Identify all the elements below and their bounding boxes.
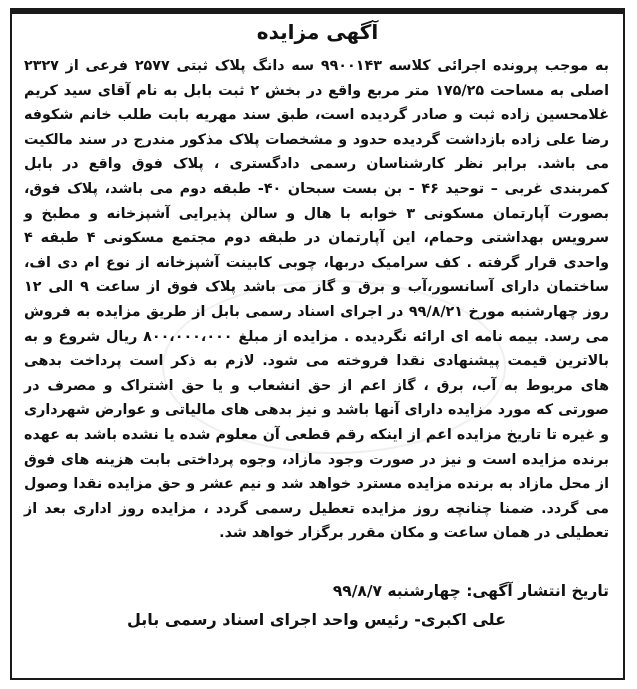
top-rule	[12, 10, 623, 14]
publish-date: تاریخ انتشار آگهی: چهارشنبه ۹۹/۸/۷	[332, 582, 609, 600]
notice-body: به موجب پرونده اجرائی کلاسه ۹۹۰۰۱۴۳ سه دانگ پلاک ثبتی ۲۵۷۷ فرعی از ۲۳۲۷ اصلی به مساحت ۱۷۵/۲۵ متر مربع واقع در بخش ۲ ثبت بابل به نام آقای سید کریم غلامحسین زاده ثبت و صادر گردیده است، طبق سند مهریه بابت طلب خانم شکوفه رضا علی زاده بازداشت گردیده حدود و مشخصات پلاک مذکور مندرج در سند مالکیت می باشد. برابر نظر کارشناسان رسمی دادگستری ، پلاک فوق واقع در بابل کمربندی غربی – توحید ۴۶ - بن بست سبحان ۴۰- طبقه دوم می باشد، پلاک فوق، بصورت آپارتمان مسکونی ۳ خوابه با هال و سالن پذیرایی آشپزخانه و مطبخ و سرویس بهداشتی وحمام، این آپارتمان در طبقه دوم مجتمع مسکونی ۴ طبقه ۴ واحدی قرار گرفته . کف سرامیک دربها، چوبی کابینت آشپزخانه از نوع ام دی اف، ساختمان دارای آسانسور،آب و برق و گاز می باشد پلاک فوق از ساعت ۹ الی ۱۲ روز چهارشنبه مورخ ۹۹/۸/۲۱ در اجرای اسناد رسمی بابل از طریق مزایده به فروش می رسد. بیمه نامه ای ارائه نگردیده . مزایده از مبلغ ۸۰۰،۰۰۰،۰۰۰ ریال شروع و به بالاترین قیمت پیشنهادی نقدا فروخته می شود. لازم به ذکر است پرداخت بدهی های مربوط به آب، برق ، گاز اعم از حق انشعاب و یا حق اشتراک و مصرف در صورتی که مورد مزایده دارای آنها باشد و نیز بدهی های مالیاتی و عوارض شهرداری و غیره تا تاریخ مزایده اعم از اینکه رقم قطعی آن معلوم شده یا نشده باشد به عهده برنده مزایده است و نیز در صورت وجود مازاد، وجوه پرداختی بابت هزینه های فوق از محل مازاد به برنده مزایده مسترد خواهد شد و نیم عشر و حق مزایده نقدا وصول می گردد. ضمنا چنانچه روز مزایده تعطیل رسمی گردد ، مزایده روز اداری بعد از تعطیلی در همان ساعت و مکان مقرر برگزار خواهد شد.	[24, 58, 610, 542]
notice-title: آگهی مزایده	[256, 20, 379, 44]
notice-frame	[10, 8, 625, 680]
signature-line: علی اکبری- رئیس واحد اجرای اسناد رسمی بابل	[126, 610, 507, 629]
